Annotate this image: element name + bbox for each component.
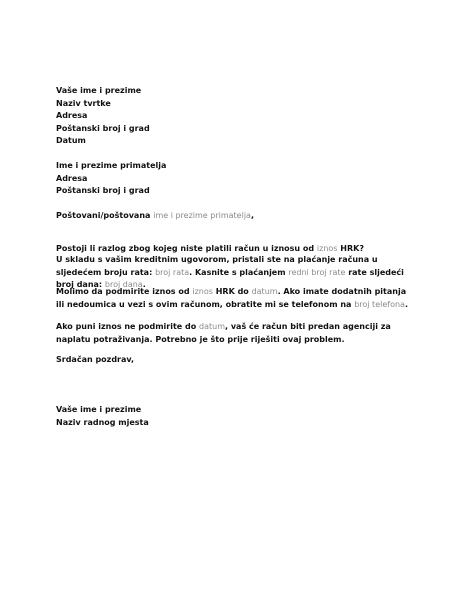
salutation-text: Poštovani/poštovana bbox=[56, 211, 154, 220]
sender-address: Adresa bbox=[56, 111, 88, 120]
para3-text-4: . bbox=[404, 299, 408, 309]
closing-text: Srdačan pozdrav, bbox=[56, 355, 135, 364]
amount-placeholder-2: iznos bbox=[192, 287, 213, 296]
para3-text-1: Molimo da podmirite iznos od bbox=[56, 287, 193, 296]
sender-postal-city: Poštanski broj i grad bbox=[56, 123, 150, 133]
para4-text-1: Ako puni iznos ne podmirite do bbox=[56, 322, 200, 331]
phone-placeholder: broj telefona bbox=[354, 299, 405, 309]
para2-text-3: rate sljedeći broj dana: bbox=[56, 267, 404, 289]
date-placeholder: datum bbox=[251, 287, 278, 296]
para3-text-3: . Ako imate dodatnih pitanja ili nedoumica u vezi s ovim računom, obratite mi se telefonom na bbox=[56, 287, 407, 309]
salutation bbox=[56, 210, 416, 223]
para1-text-1: Postoji li razlog zbog kojeg niste platili račun u iznosu od bbox=[56, 244, 317, 253]
para2-text-4: . bbox=[142, 280, 146, 289]
paragraph-warning bbox=[56, 321, 416, 346]
salutation-end: , bbox=[250, 211, 254, 220]
amount-placeholder: iznos bbox=[316, 244, 338, 253]
installments-placeholder: broj rata bbox=[155, 267, 190, 277]
signature-title: Naziv radnog mjesta bbox=[56, 417, 149, 427]
sender-block bbox=[56, 85, 416, 148]
recipient-name-placeholder: ime i prezime primatelja bbox=[153, 211, 251, 220]
installment-number-placeholder: redni broj rate bbox=[288, 267, 346, 277]
sender-company: Naziv tvrtke bbox=[56, 98, 111, 108]
recipient-address: Adresa bbox=[56, 173, 88, 183]
signature-name: Vaše ime i prezime bbox=[56, 405, 142, 414]
paragraph-request bbox=[56, 286, 416, 311]
para3-text-2: HRK do bbox=[212, 287, 252, 296]
para1-text-2: HRK? bbox=[337, 244, 364, 253]
para4-text-2: , vaš će račun biti predan agenciji za naplatu potraživanja. Potrebno je što prije riješiti ovaj problem. bbox=[56, 322, 391, 344]
days-placeholder: broj dana bbox=[104, 280, 143, 289]
recipient-postal-city: Poštanski broj i grad bbox=[56, 186, 150, 195]
para2-text-2: . Kasnite s plaćanjem bbox=[189, 267, 289, 277]
recipient-name: Ime i prezime primatelja bbox=[56, 161, 167, 170]
letter-date: Datum bbox=[56, 136, 86, 145]
closing bbox=[56, 354, 416, 367]
para2-text-1: U skladu s vašim kreditnim ugovorom, pristali ste na plaćanje računa u sljedećem broju rata: bbox=[56, 255, 378, 277]
sender-name: Vaše ime i prezime bbox=[56, 86, 142, 95]
recipient-block bbox=[56, 160, 416, 198]
date-placeholder-2: datum bbox=[199, 322, 226, 331]
signature-block bbox=[56, 404, 416, 429]
